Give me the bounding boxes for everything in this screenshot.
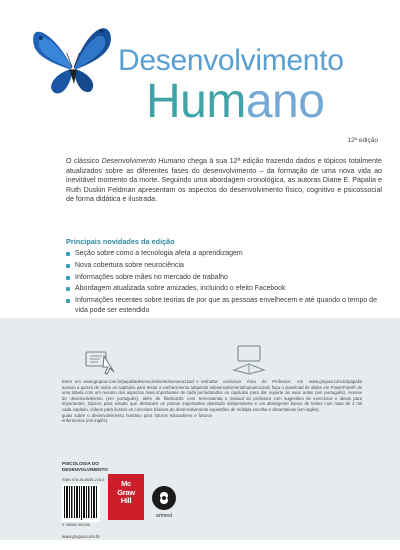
book-title-line2 (146, 75, 325, 128)
book-screen-icon (228, 344, 268, 376)
mcgraw-hill-logo-line1: Mc (121, 479, 131, 488)
novidades-item: Nova cobertura sobre neurociência (66, 261, 382, 270)
artmed-label: artmed (155, 513, 173, 519)
novidades-heading: Principais novidades da edição (66, 237, 175, 246)
artmed-emblem-icon (152, 486, 176, 510)
barcode-number: 9 788580 552166 (62, 523, 90, 527)
isbn-label: ISBN 978-85-8055-216-6 (62, 478, 105, 482)
novidades-item: Abordagem atualizada sobre amizades, incluindo o efeito Facebook (66, 284, 382, 293)
novidades-item: Seção sobre como a tecnologia afeta a aprendizagem (66, 249, 382, 258)
mcgraw-hill-logo (108, 474, 144, 520)
intro-text-part2: chega à sua 12ª edição trazendo dados e tópicos totalmente atualizados sobre as diferentes fases do desenvolvimento – da formação de uma nova vida ao inevitável momento da morte. Seguindo uma abordagem cronológica, as autoras Diane E. Papalia e Ruth Duskin Feldman apresentam os aspectos do desenvolvimento físico, cognitivo e psicossocial de forma didática e ilustrada. (66, 157, 382, 203)
intro-book-title: Desenvolvimento Humano (101, 157, 186, 165)
student-resources-text: Entre em www.grupoa.com.br/papaliadesenvolvimentohumano12ed e tenha acesso a quizes de todos os capítulos para testar o conhecimento adquirido e uma tabela com um resumo dos aspectos mais importantes de cada período do desenvolvimento (em português), além de flashcards com termos importantes, tópicos para estudo que destacam os pontos importantes de cada capítulo, vídeos para ilustrar os conceitos básicos do desenvolvimento e guias sobre o desenvolvimento humano para futuros educadores e futuros enfermeiros (em inglês). (62, 379, 212, 424)
teacher-resources-text: Na exclusiva Área do Professor, em www.grupoa.com.br/papalia desenvolvimentohumano12ed, faça o download de slides em PowerPoint® de todos os capítulos para dar suporte às suas aulas (em português). Acesse ainda o manual do professor com sugestões de exercícios e ideias para estudo independente e um abrangente banco de testes com mais de 2 mil questões de múltipla escolha e dissertativas (em inglês). (212, 379, 362, 412)
novidades-item: Informações sobre mães no mercado de trabalho (66, 273, 382, 282)
novidades-item: Informações recentes sobre teorias de por que as pessoas envelhecem e até quando o tempo de vida pode ser estendido (66, 296, 382, 315)
cursor-click-icon (84, 344, 124, 376)
intro-paragraph (66, 157, 382, 205)
mcgraw-hill-logo-line3: Hill (120, 496, 132, 505)
book-title-line2-part1: Hum (146, 75, 246, 128)
website-label: www.grupoa.com.br (62, 534, 100, 539)
butterfly-illustration (28, 16, 120, 108)
edition-label: 12ª edição (347, 137, 378, 144)
novidades-list (66, 249, 382, 317)
book-title-line1: Desenvolvimento (118, 44, 344, 77)
series-label: PSICOLOGIA DO DESENVOLVIMENTO (62, 461, 108, 472)
artmed-logo (150, 486, 178, 526)
online-resources-panel (0, 318, 400, 540)
intro-text-part1: O clássico (66, 157, 102, 165)
barcode-icon (62, 484, 100, 522)
book-title-line2-part2: ano (245, 75, 325, 128)
mcgraw-hill-logo-line2: Graw (117, 487, 135, 497)
